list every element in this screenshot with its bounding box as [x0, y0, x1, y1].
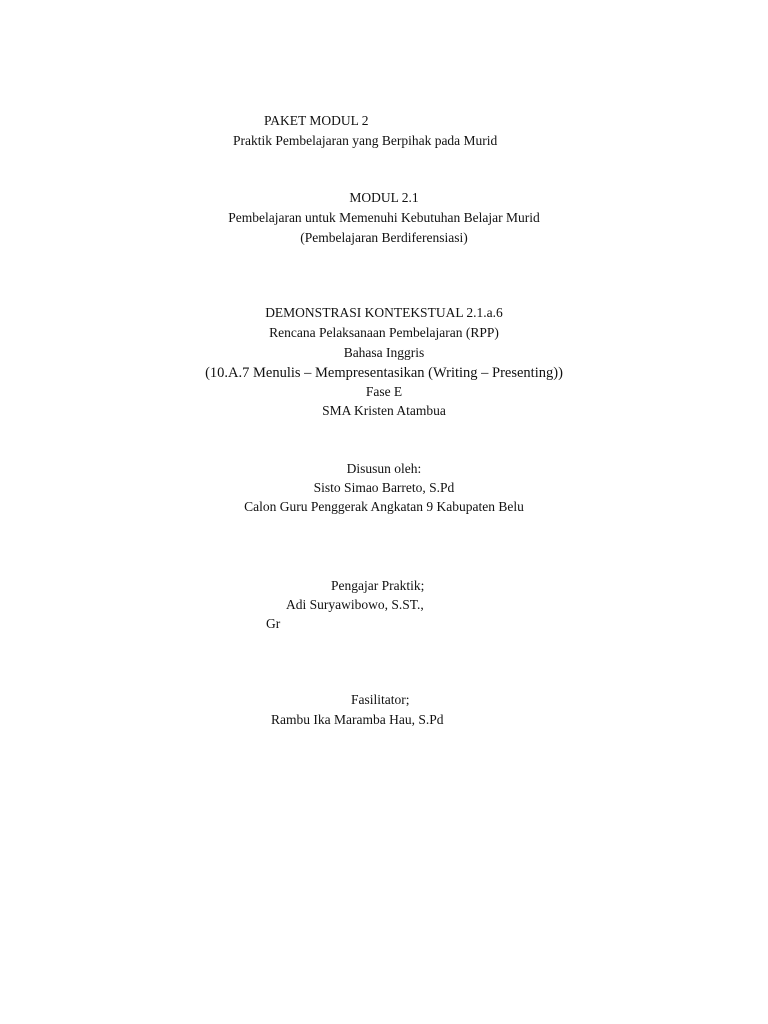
module-note: (Pembelajaran Berdiferensiasi) [300, 230, 468, 245]
practice-instructor-suffix: Gr [266, 616, 281, 631]
facilitator-label: Fasilitator; [351, 692, 410, 707]
author-name: Sisto Simao Barreto, S.Pd [313, 480, 455, 495]
topic-label: (10.A.7 Menulis – Mempresentasikan (Writing – Presenting)) [205, 365, 563, 381]
author-role: Calon Guru Penggerak Angkatan 9 Kabupaten Belu [244, 499, 524, 514]
package-title: PAKET MODUL 2 [264, 113, 369, 128]
demonstration-title: DEMONSTRASI KONTEKSTUAL 2.1.a.6 [265, 305, 503, 320]
module-title: MODUL 2.1 [349, 190, 419, 205]
school-name: SMA Kristen Atambua [322, 403, 446, 418]
facilitator-name: Rambu Ika Maramba Hau, S.Pd [271, 712, 444, 727]
module-subtitle: Pembelajaran untuk Memenuhi Kebutuhan Belajar Murid [228, 210, 540, 225]
package-subtitle: Praktik Pembelajaran yang Berpihak pada Murid [233, 133, 498, 148]
practice-instructor-label: Pengajar Praktik; [331, 578, 425, 593]
phase-label: Fase E [365, 384, 403, 399]
practice-instructor-name: Adi Suryawibowo, S.ST., [286, 597, 424, 612]
author-label: Disusun oleh: [346, 461, 422, 476]
subject-label: Bahasa Inggris [343, 345, 425, 360]
lesson-plan-label: Rencana Pelaksanaan Pembelajaran (RPP) [269, 325, 499, 340]
